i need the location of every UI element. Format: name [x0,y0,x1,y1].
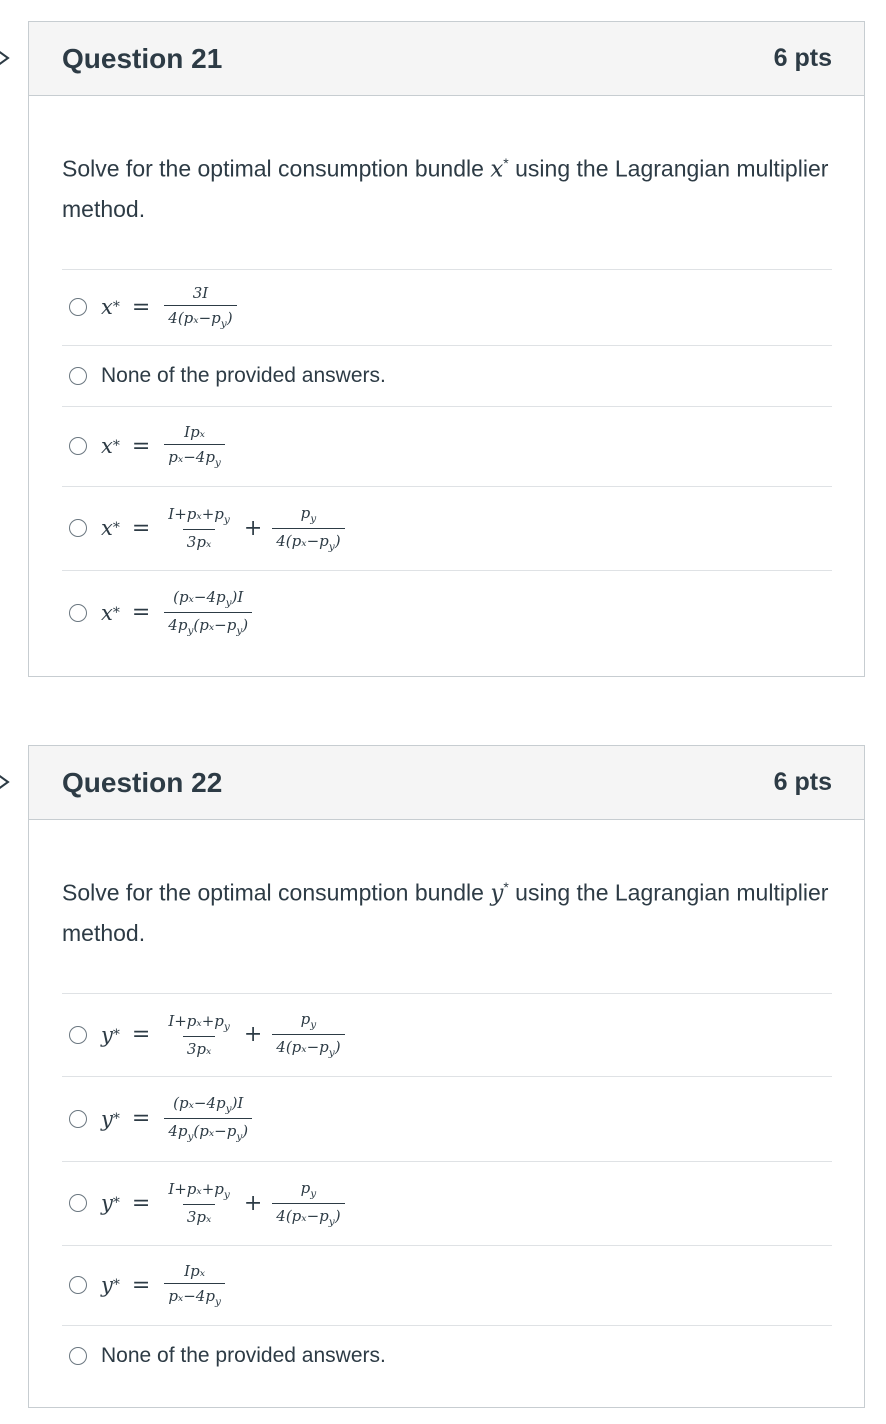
formula-superscript: * [112,1195,120,1212]
fraction-denominator: 3pₓ [183,1204,215,1226]
answer-formula [101,588,252,637]
formula-fraction [272,1179,344,1228]
fraction-denominator: $4p_y(p_x-p_y)$ [164,1118,252,1143]
formula-superscript: * [112,438,120,455]
radio-button[interactable] [69,519,87,537]
answer-list [62,993,832,1386]
fraction-numerator: $I+p_x+p_y$ [168,1011,230,1033]
question-title: Question 21 [62,42,223,74]
formula-fraction [164,505,234,551]
answer-option[interactable] [62,994,832,1077]
answer-option[interactable] [62,346,832,407]
formula-superscript: * [112,1110,120,1127]
fraction-numerator: Ipₓ [184,423,205,442]
answer-text: None of the provided answers. [101,363,386,387]
answer-formula [101,504,345,553]
answer-formula [101,284,237,330]
formula-variable: x [101,295,113,320]
fraction-denominator: $4(p_x-p_y)$ [272,1203,344,1228]
fraction-denominator: $4(p_x-p_y)$ [272,1034,344,1059]
formula-equals: = [131,1022,151,1048]
formula-fraction [164,588,252,637]
formula-equals: = [131,433,151,459]
formula-fraction [164,1012,234,1058]
radio-button[interactable] [69,1194,87,1212]
fraction-numerator: $p_y$ [300,1178,317,1200]
answer-option[interactable] [62,270,832,346]
question-prompt: Solve for the optimal consumption bundle x* using the Lagrangian multiplier method. [62,155,829,222]
question-points: 6 pts [773,768,832,796]
fraction-numerator: $p_y$ [300,503,317,525]
fraction-numerator: $(p_x-4p_y)I$ [173,1094,244,1116]
formula-fraction [164,1180,234,1226]
formula-fraction [272,504,344,553]
answer-formula [101,1179,345,1228]
question-title: Question 22 [62,766,223,798]
question-22-arrow-icon[interactable] [0,768,14,796]
question-points: 6 pts [773,44,832,72]
fraction-denominator: 3pₓ [183,1036,215,1058]
radio-button[interactable] [69,298,87,316]
formula-plus: + [243,515,263,541]
formula-superscript: * [112,1277,120,1294]
formula-superscript: * [112,520,120,537]
formula-plus: + [243,1022,263,1048]
formula-variable: y [101,1022,113,1047]
question-body [29,820,864,1386]
question-22 [28,745,865,1408]
formula-equals: = [131,1106,151,1132]
radio-button[interactable] [69,604,87,622]
question-21-arrow-icon[interactable] [0,44,14,72]
fraction-denominator: $p_x-4p_y$ [164,1283,225,1308]
answer-list [62,269,832,655]
formula-fraction [164,1262,225,1308]
radio-button[interactable] [69,1026,87,1044]
answer-text: None of the provided answers. [101,1343,386,1367]
answer-formula [101,1010,345,1059]
answer-option[interactable] [62,1326,832,1386]
fraction-numerator: $(p_x-4p_y)I$ [173,588,244,610]
formula-fraction [164,423,225,469]
answer-option[interactable] [62,487,832,571]
question-body [29,96,864,655]
formula-equals: = [131,1272,151,1298]
answer-option[interactable] [62,571,832,655]
fraction-numerator: $I+p_x+p_y$ [168,505,230,527]
answer-formula [101,423,225,469]
answer-formula [101,1262,225,1308]
question-21 [28,21,865,677]
formula-superscript: * [112,604,120,621]
fraction-denominator: $4(p_x-p_y)$ [164,305,236,330]
fraction-numerator: 3I [192,284,209,303]
fraction-numerator: $I+p_x+p_y$ [168,1180,230,1202]
formula-variable: y [101,1273,113,1298]
formula-fraction [164,284,236,330]
fraction-numerator: Ipₓ [184,1262,206,1281]
formula-variable: x [101,600,113,625]
radio-button[interactable] [69,437,87,455]
formula-variable: x [101,516,113,541]
fraction-denominator: 3pₓ [183,529,215,551]
formula-fraction [272,1010,344,1059]
question-header [29,746,864,820]
question-header [29,22,864,96]
formula-equals: = [131,600,151,626]
fraction-denominator: $4p_y(p_x-p_y)$ [164,612,252,637]
formula-superscript: * [112,299,120,316]
formula-plus: + [243,1190,263,1216]
formula-variable: y [101,1106,113,1131]
fraction-numerator: $p_y$ [300,1010,317,1032]
radio-button[interactable] [69,1276,87,1294]
formula-fraction [164,1094,252,1143]
radio-button[interactable] [69,1110,87,1128]
fraction-denominator: $p_x-4p_y$ [164,444,225,469]
fraction-denominator: $4(p_x-p_y)$ [272,528,344,553]
formula-superscript: * [112,1026,120,1043]
formula-equals: = [131,515,151,541]
answer-option[interactable] [62,1246,832,1326]
answer-formula [101,1094,252,1143]
formula-equals: = [131,294,151,320]
question-prompt: Solve for the optimal consumption bundle y* using the Lagrangian multiplier method. [62,879,829,946]
radio-button[interactable] [69,1347,87,1365]
answer-option[interactable] [62,1162,832,1246]
formula-variable: y [101,1191,113,1216]
radio-button[interactable] [69,367,87,385]
formula-variable: x [101,434,113,459]
answer-option[interactable] [62,407,832,487]
answer-option[interactable] [62,1077,832,1162]
formula-equals: = [131,1190,151,1216]
